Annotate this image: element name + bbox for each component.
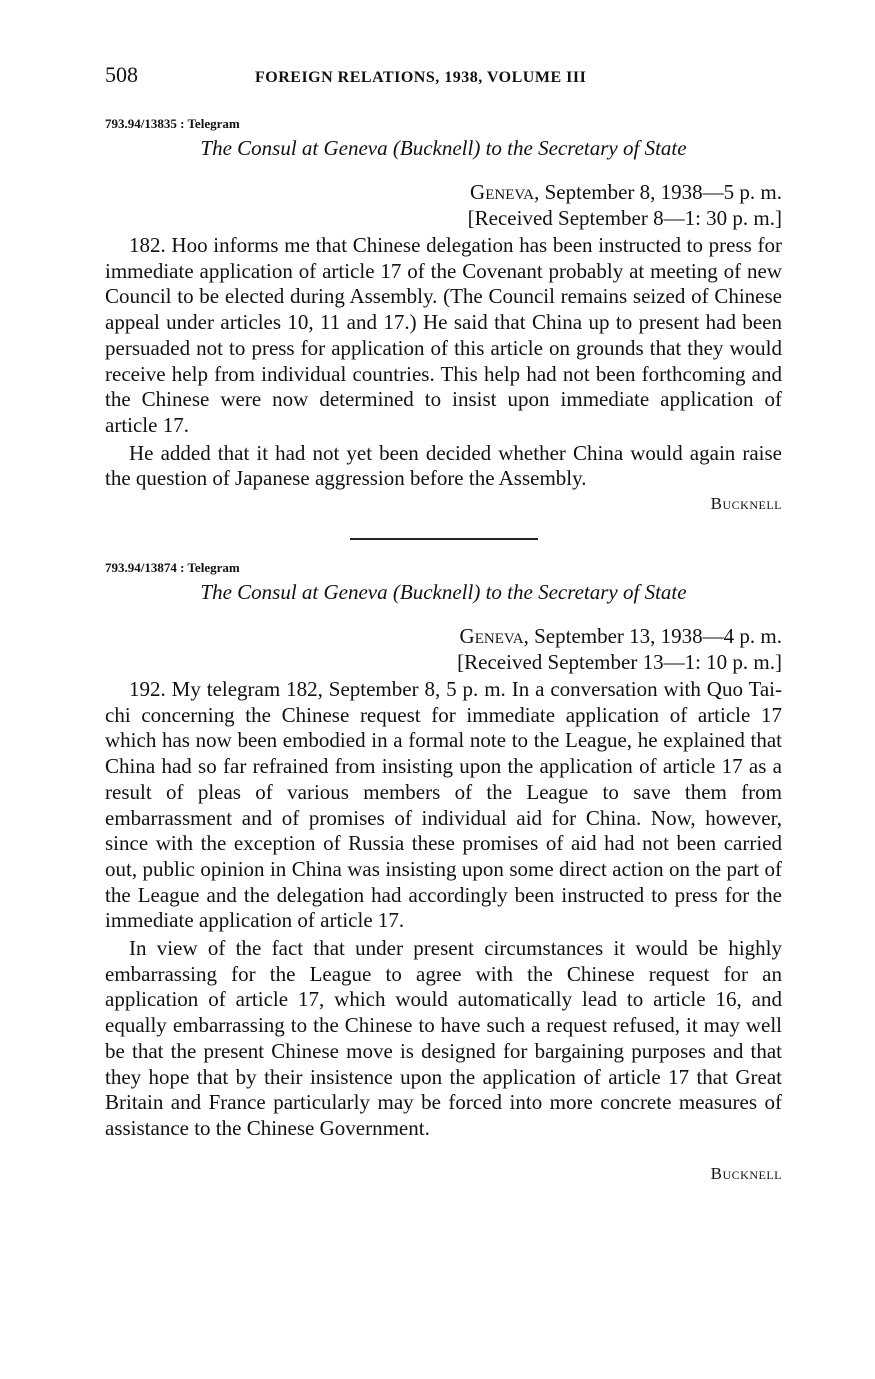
running-title: FOREIGN RELATIONS, 1938, VOLUME III: [255, 69, 587, 86]
received-line: [Received September 8—1: 30 p. m.]: [467, 206, 782, 230]
document-title: The Consul at Geneva (Bucknell) to the Secretary of State: [200, 580, 687, 605]
dateline-place: Geneva: [459, 624, 524, 649]
telegram-section-2: [105, 560, 782, 1186]
dateline: [105, 179, 782, 205]
paragraph: In view of the fact that under present circumstances it would be highly embarrassing for the League to agree with the Chinese request for an application of article 17, which would automatically lead to article 16, and equally embarrassing to the Chinese to have such a request refused, it may well be that the present Chinese move is designed for bargaining purposes and that they hope that by their insistence upon the application of article 17 that Great Britain and France particularly may be forced into more concrete measures of assistance to the Chinese Government.: [105, 936, 782, 1140]
file-number: 793.94/13835 : Telegram: [105, 116, 240, 131]
signature: Bucknell: [710, 1163, 782, 1183]
section-divider: [350, 538, 538, 540]
dateline-place: Geneva: [470, 180, 535, 204]
paragraph: 192. My telegram 182, September 8, 5 p. m. In a conversation with Quo Tai-chi concerning the Chinese request for immediate application of article 17 which has now been embodied in a formal note to the League, he explained that China had so far refrained from insisting upon the application of article 17 as a result of pleas of various members of the League to save them from embarrassment and of promises of individual aid for China. Now, however, since with the exception of Russia these promises of aid had not been carried out, public opinion in China was insisting upon some direct action on the part of the League and the delegation had accordingly been instructed to press for the immediate application of article 17.: [105, 677, 782, 933]
telegram-section-1: [105, 116, 782, 516]
dateline-date: , September 8, 1938—5 p. m.: [534, 180, 782, 204]
received-line: [Received September 13—1: 10 p. m.]: [457, 650, 782, 675]
paragraph: He added that it had not yet been decided whether China would again raise the question of Japanese aggression before the Assembly.: [105, 440, 782, 491]
dateline: [105, 623, 782, 649]
file-number: 793.94/13874 : Telegram: [105, 560, 240, 576]
document-title: The Consul at Geneva (Bucknell) to the Secretary of State: [200, 136, 687, 160]
signature: Bucknell: [710, 494, 782, 514]
page-number: 508: [105, 62, 138, 87]
paragraph: 182. Hoo informs me that Chinese delegation has been instructed to press for immediate application of article 17 of the Covenant probably at meeting of new Council to be elected during Assembly. (The Council remains seized of Chinese appeal under articles 10, 11 and 17.) He said that China up to present had been persuaded not to press for application of this article on grounds that they would receive help from individual countries. This help had not been forthcoming and the Chinese were now determined to insist upon immediate application of article 17.: [105, 233, 782, 437]
document-page: [105, 62, 782, 1186]
dateline-date: , September 13, 1938—4 p. m.: [523, 624, 782, 649]
running-header: [105, 62, 782, 98]
